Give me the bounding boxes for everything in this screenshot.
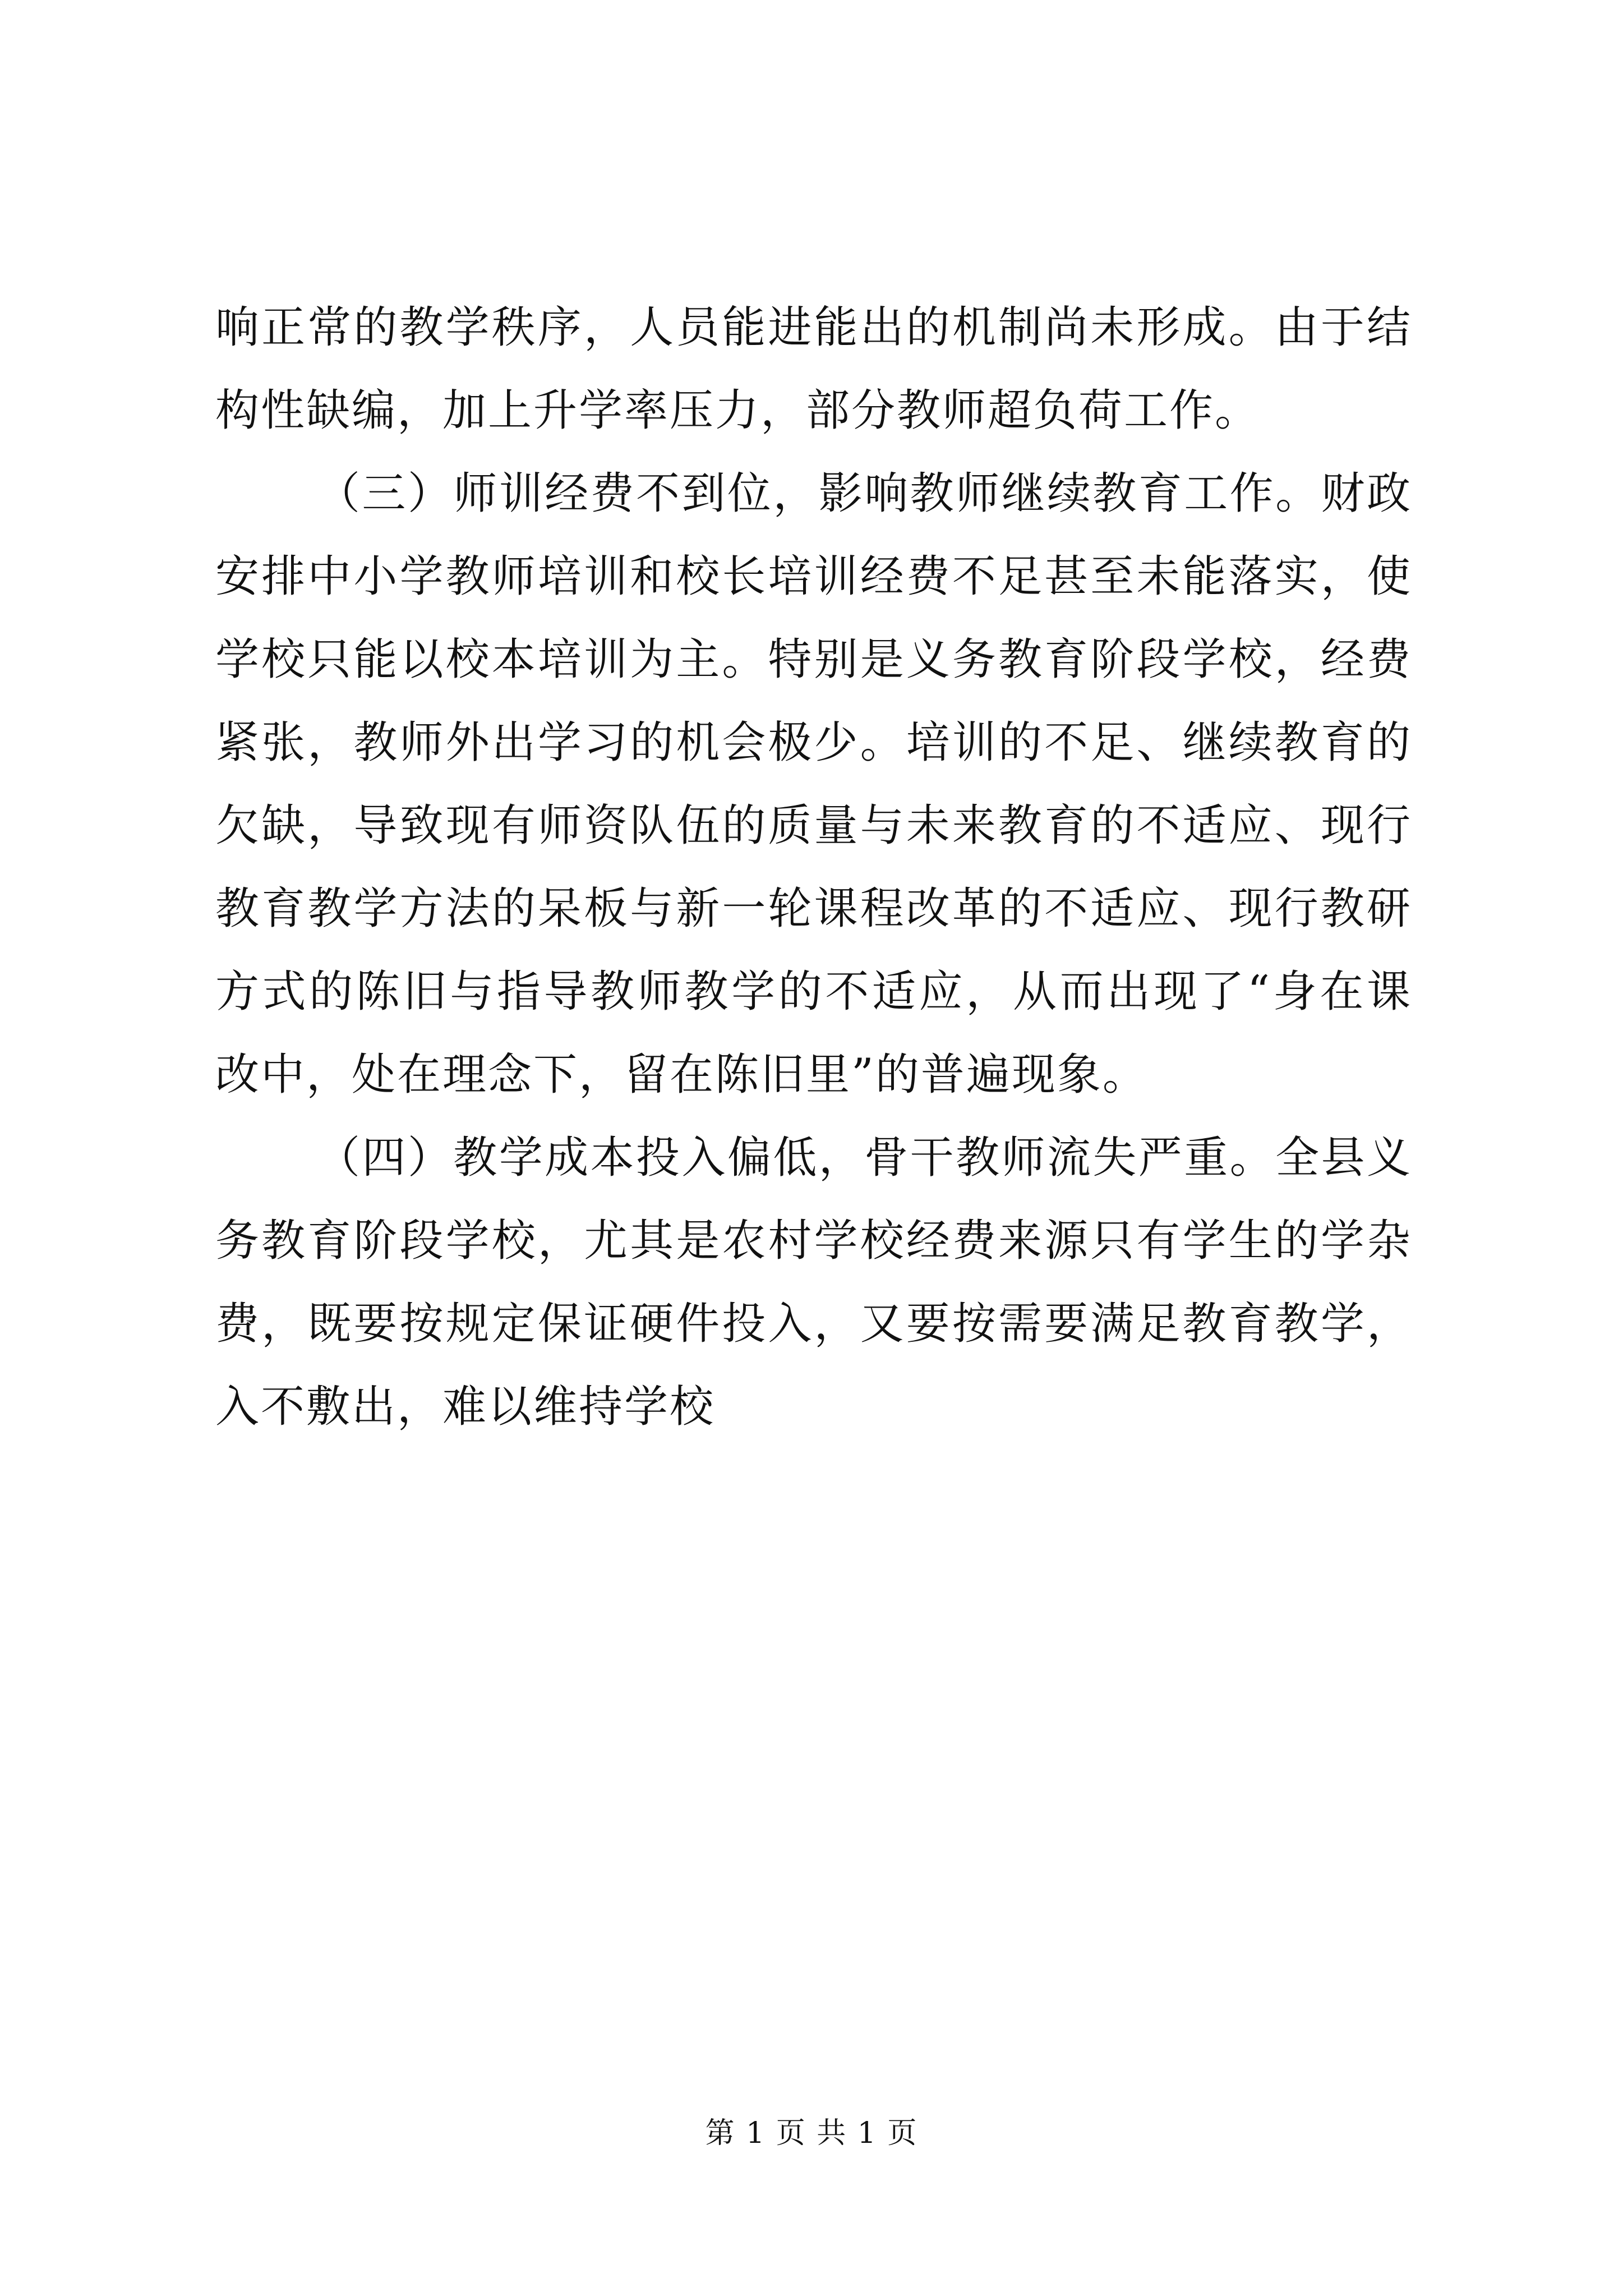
document-body [215,286,1412,1448]
paragraph-section-four: （四）教学成本投入偏低，骨干教师流失严重。全县义务教育阶段学校，尤其是农村学校经费来源只有学生的学杂费，既要按规定保证硬件投入，又要按需要满足教育教学，入不敷出，难以维持学校 [215,1133,1412,1432]
paragraph-continuation: 响正常的教学秩序，人员能进能出的机制尚未形成。由于结构性缺编，加上升学率压力，部分教师超负荷工作。 [215,302,1412,436]
paragraph-section-three: （三）师训经费不到位，影响教师继续教育工作。财政安排中小学教师培训和校长培训经费不足甚至未能落实，使学校只能以校本培训为主。特别是义务教育阶段学校，经费紧张，教师外出学习的机会极少。培训的不足、继续教育的欠缺，导致现有师资队伍的质量与未来教育的不适应、现行教育教学方法的呆板与新一轮课程改革的不适应、现行教研方式的陈旧与指导教师教学的不适应，从而出现了“身在课改中，处在理念下，留在陈旧里”的普遍现象。 [215,468,1412,1100]
page-number-footer: 第 1 页 共 1 页 [705,2116,918,2150]
